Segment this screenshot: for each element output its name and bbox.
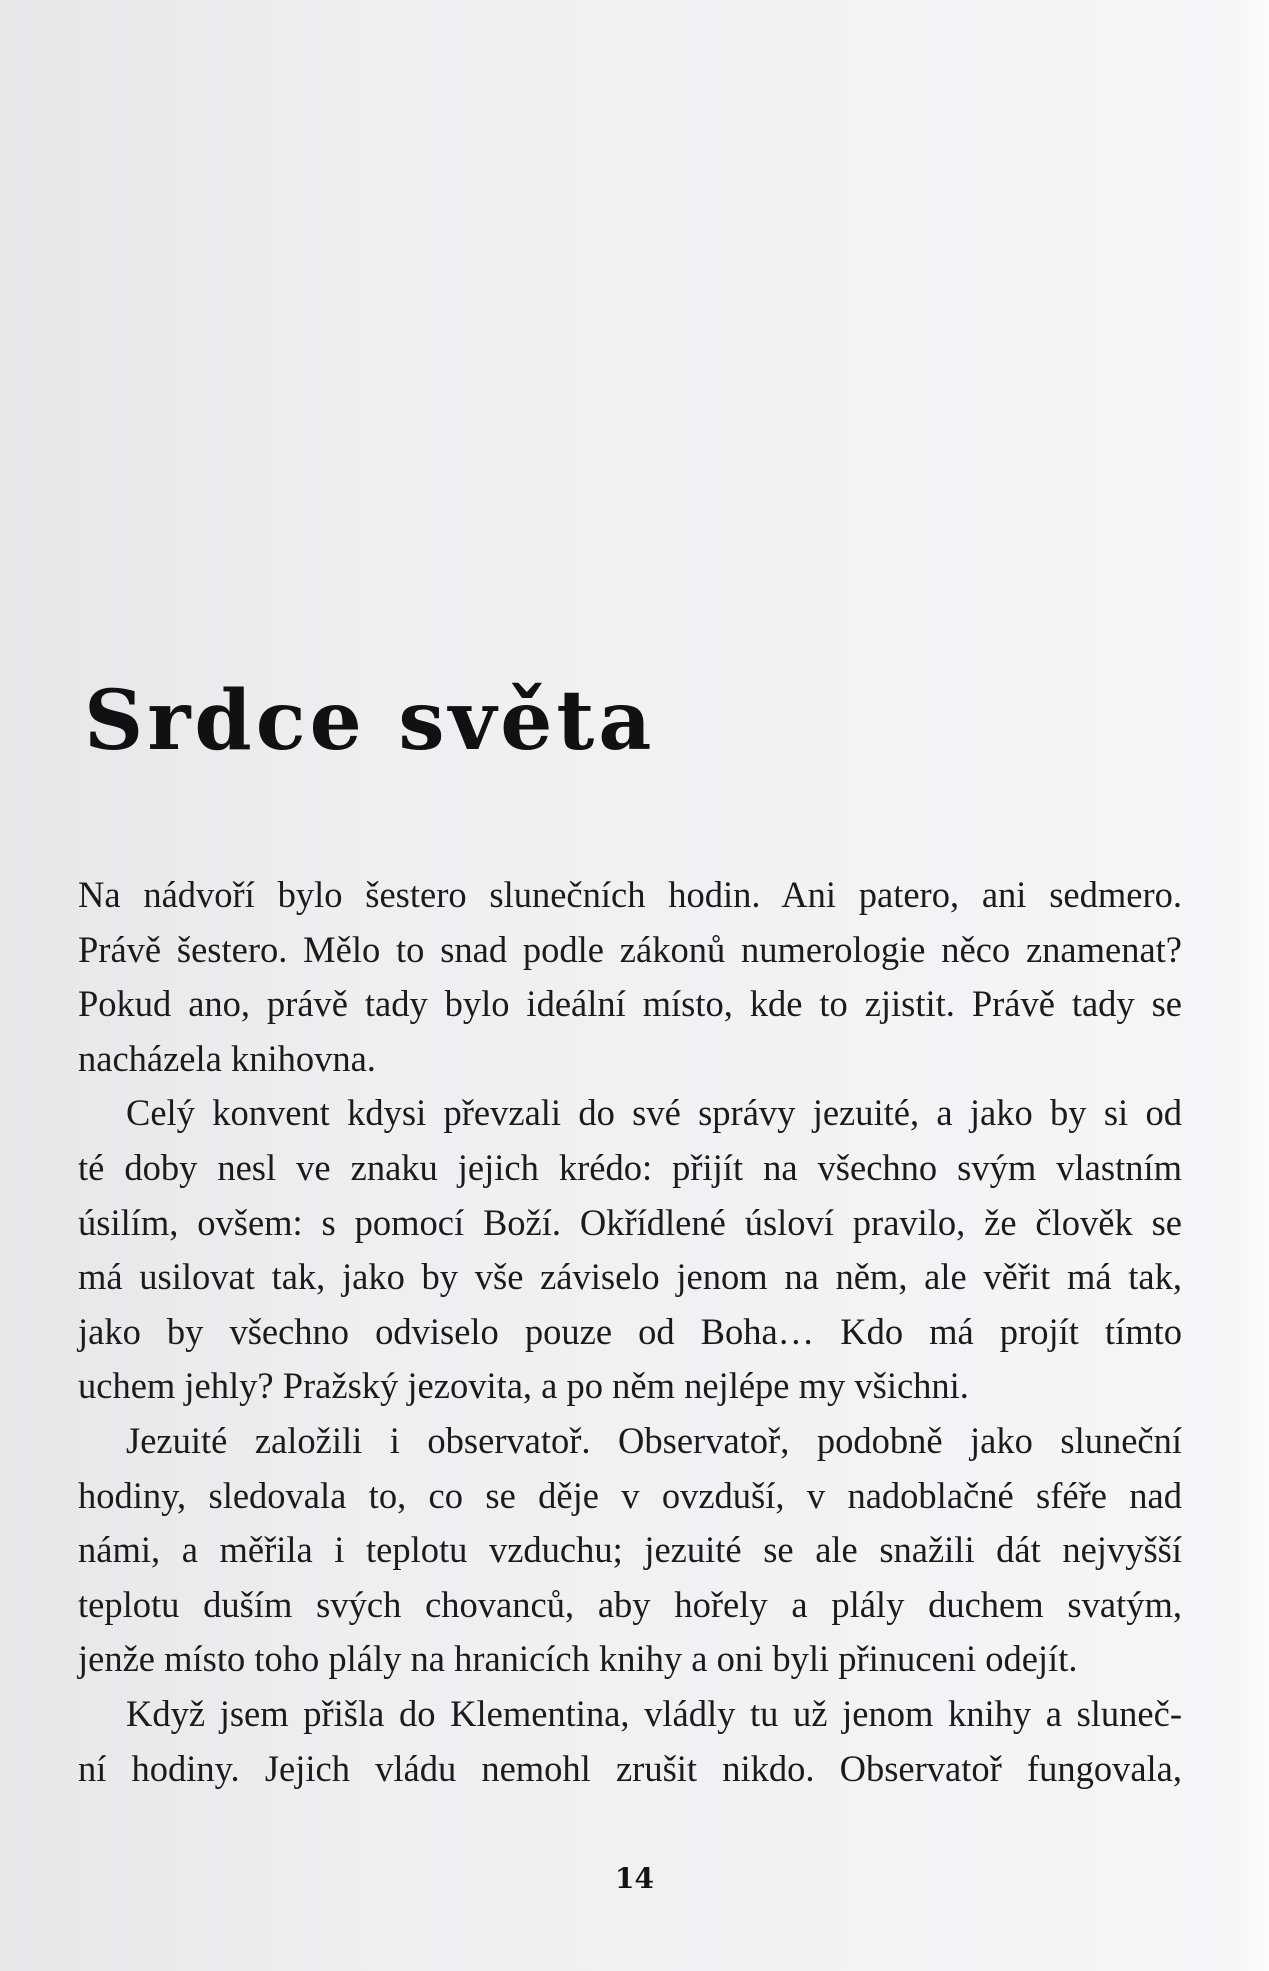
text-line: Pokud ano, právě tady bylo ideální místo, kde to zjistit. Právě tady se bbox=[78, 983, 1182, 1025]
text-line: uchem jehly? Pražský jezovita, a po něm nejlépe my všichni. bbox=[78, 1365, 969, 1407]
text-line: má usilovat tak, jako by vše záviselo jenom na něm, ale věřit má tak, bbox=[78, 1256, 1182, 1298]
text-line: námi, a měřila i teplotu vzduchu; jezuité se ale snažili dát nejvyšší bbox=[78, 1529, 1182, 1571]
text-line: jenže místo toho plály na hranicích knihy a oni byli přinuceni odejít. bbox=[78, 1638, 1078, 1680]
text-line: Když jsem přišla do Klementina, vládly tu už jenom knihy a sluneč- bbox=[126, 1692, 1182, 1734]
page-number: 14 bbox=[615, 1862, 654, 1895]
text-line: Právě šestero. Mělo to snad podle zákonů numerologie něco znamenat? bbox=[78, 928, 1182, 970]
text-line: ní hodiny. Jejich vládu nemohl zrušit nikdo. Observatoř fungovala, bbox=[78, 1747, 1182, 1789]
text-line: Celý konvent kdysi převzali do své správy jezuité, a jako by si od bbox=[126, 1092, 1182, 1134]
text-line: teplotu duším svých chovanců, aby hořely a plály duchem svatým, bbox=[78, 1583, 1182, 1625]
text-line: Jezuité založili i observatoř. Observatoř, podobně jako sluneční bbox=[126, 1419, 1182, 1461]
text-line: hodiny, sledovala to, co se děje v ovzduší, v nadoblačné sféře nad bbox=[78, 1474, 1182, 1516]
text-line: Na nádvoří bylo šestero slunečních hodin. Ani patero, ani sedmero. bbox=[78, 874, 1182, 915]
text-line: té doby nesl ve znaku jejich krédo: přijít na všechno svým vlastním bbox=[78, 1146, 1182, 1188]
text-line: nacházela knihovna. bbox=[78, 1037, 376, 1079]
chapter-title: Srdce světa bbox=[84, 673, 656, 769]
page-edge-shade bbox=[1229, 0, 1269, 1971]
text-line: úsilím, ovšem: s pomocí Boží. Okřídlené úsloví pravilo, že člověk se bbox=[78, 1201, 1182, 1243]
body-text bbox=[78, 868, 1182, 1796]
text-line: jako by všechno odviselo pouze od Boha… Kdo má projít tímto bbox=[78, 1310, 1182, 1352]
